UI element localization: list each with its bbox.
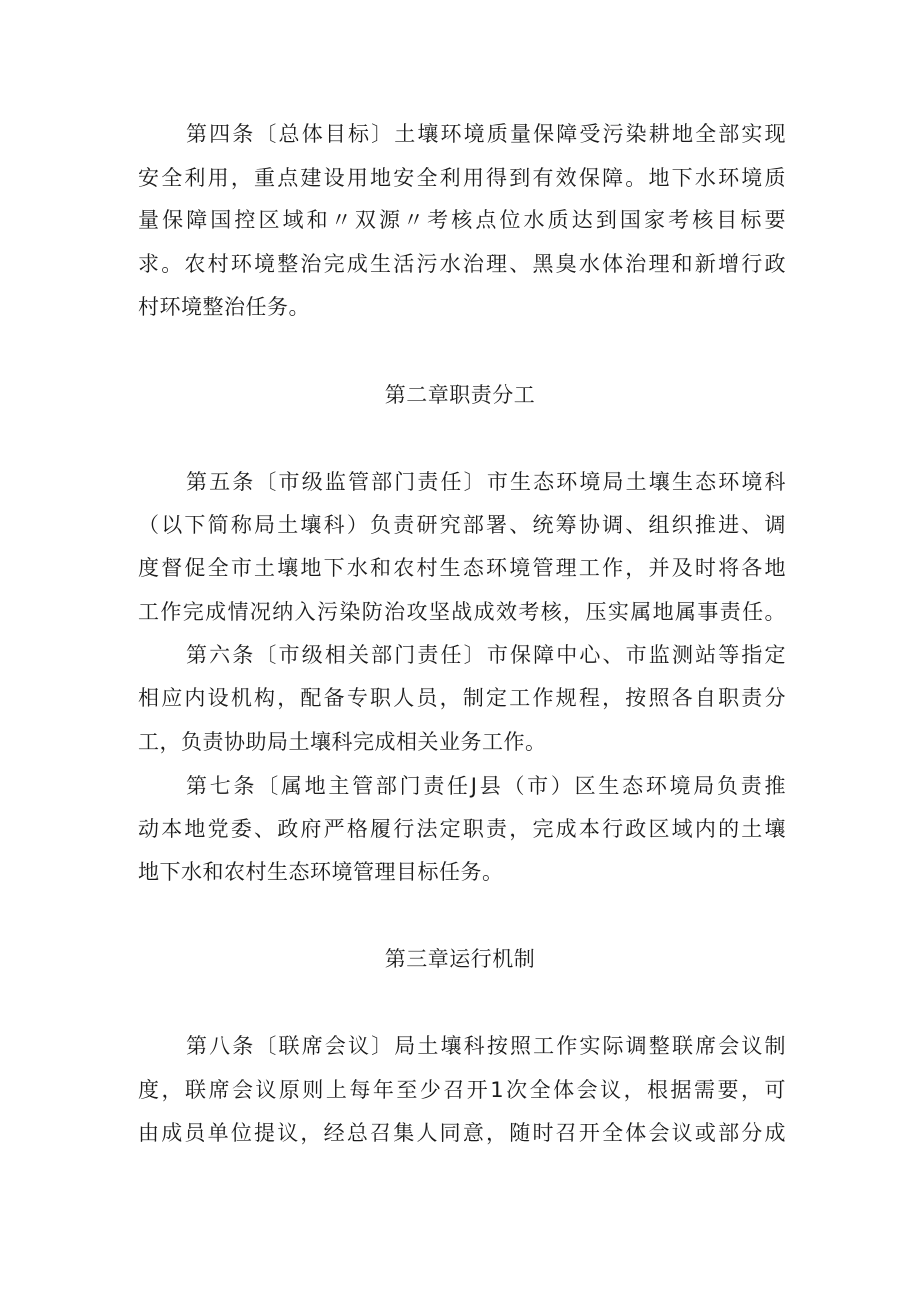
article-5-line: 度督促全市土壤地下水和农村生态环境管理工作，并及时将各地 bbox=[138, 556, 786, 580]
article-8-line: 由成员单位提议，经总召集人同意，随时召开全体会议或部分成 bbox=[138, 1121, 786, 1145]
article-4-line: 求。农村环境整治完成生活污水治理、黑臭水体治理和新增行政 bbox=[138, 252, 786, 276]
article-6-line: 第六条〔市级相关部门责任〕市保障中心、市监测站等指定 bbox=[186, 643, 786, 667]
article-8-line: 第八条〔联席会议〕局土壤科按照工作实际调整联席会议制 bbox=[186, 1034, 786, 1058]
chapter-2-heading: 第二章职责分工 bbox=[384, 383, 536, 407]
article-6-line: 工，负责协助局土壤科完成相关业务工作。 bbox=[138, 730, 547, 754]
article-7-line: 第七条〔属地主管部门责任J县（市）区生态环境局负责推 bbox=[186, 774, 786, 798]
article-4-line: 第四条〔总体目标〕土壤环境质量保障受污染耕地全部实现 bbox=[186, 122, 786, 146]
article-4-line: 村环境整治任务。 bbox=[138, 295, 310, 319]
chapter-3-heading: 第三章运行机制 bbox=[384, 947, 536, 971]
article-8-line: 度，联席会议原则上每年至少召开1次全体会议，根据需要，可 bbox=[138, 1078, 786, 1102]
article-5-line: （以下简称局土壤科）负责研究部署、统筹协调、组织推进、调 bbox=[138, 513, 786, 537]
article-5-line: 第五条〔市级监管部门责任〕市生态环境局土壤生态环境科 bbox=[186, 470, 786, 494]
article-7-line: 地下水和农村生态环境管理目标任务。 bbox=[138, 860, 504, 884]
article-5-line: 工作完成情况纳入污染防治攻坚战成效考核，压实属地属事责任。 bbox=[138, 600, 786, 624]
article-7-line: 动本地党委、政府严格履行法定职责，完成本行政区域内的土壤 bbox=[138, 817, 786, 841]
article-6-line: 相应内设机构，配备专职人员，制定工作规程，按照各自职责分 bbox=[138, 686, 786, 710]
article-4-line: 安全利用，重点建设用地安全利用得到有效保障。地下水环境质 bbox=[138, 166, 786, 190]
article-4-line: 量保障国控区域和〃双源〃考核点位水质达到国家考核目标要 bbox=[138, 208, 786, 232]
